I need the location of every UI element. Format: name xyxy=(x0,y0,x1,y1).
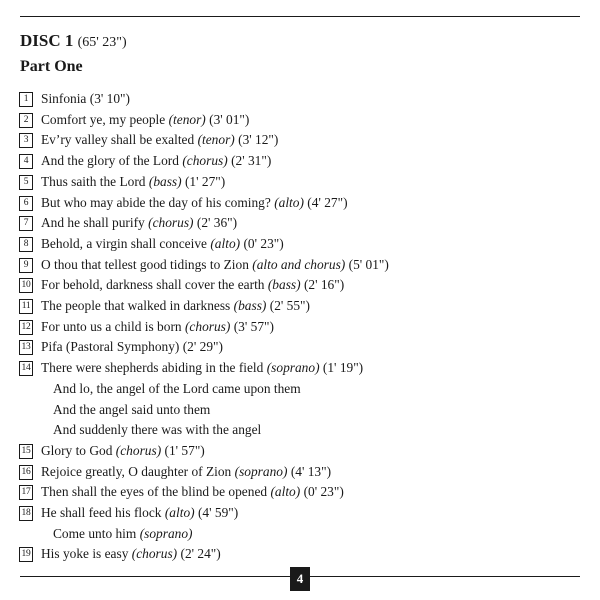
track-body xyxy=(41,275,344,296)
track-row xyxy=(19,482,594,503)
disc-duration: (65' 23") xyxy=(77,35,127,50)
track-body xyxy=(41,296,310,317)
track-row xyxy=(19,193,594,214)
track-voice: (alto and chorus) xyxy=(252,256,346,272)
track-title: The people that walked in darkness xyxy=(41,298,231,314)
subline-text: And lo, the angel of the Lord came upon them xyxy=(53,380,301,396)
track-body xyxy=(41,482,344,503)
track-title: There were shepherds abiding in the field xyxy=(41,360,264,376)
track-line xyxy=(41,482,344,503)
track-duration: (1' 57") xyxy=(164,442,205,458)
track-number: 3 xyxy=(19,133,33,148)
track-body xyxy=(41,89,130,110)
track-title: Pifa (Pastoral Symphony) xyxy=(41,339,180,355)
track-voice: (tenor) xyxy=(168,111,206,127)
track-voice: (bass) xyxy=(267,277,301,293)
track-row xyxy=(19,317,594,338)
track-duration: (0' 23") xyxy=(243,235,284,251)
track-title: He shall feed his flock xyxy=(41,505,162,521)
track-number: 1 xyxy=(19,92,33,107)
track-body xyxy=(41,441,205,462)
subline-text: Come unto him xyxy=(53,525,137,541)
track-body xyxy=(41,151,271,172)
track-row xyxy=(19,358,594,441)
track-duration: (0' 23") xyxy=(303,484,344,500)
track-number: 8 xyxy=(19,237,33,252)
track-line xyxy=(41,503,238,524)
track-line xyxy=(41,544,221,565)
track-title: And he shall purify xyxy=(41,215,145,231)
disc-heading xyxy=(20,31,127,53)
track-number: 18 xyxy=(19,506,33,521)
track-voice: (soprano) xyxy=(266,360,320,376)
track-body xyxy=(41,130,278,151)
track-line xyxy=(41,296,310,317)
track-title: Sinfonia xyxy=(41,91,87,106)
part-heading: Part One xyxy=(20,58,83,75)
track-voice: (alto) xyxy=(270,484,301,500)
track-list xyxy=(19,89,594,565)
track-title: Behold, a virgin shall conceive xyxy=(41,235,207,251)
track-duration: (4' 13") xyxy=(290,463,332,479)
track-body xyxy=(41,213,237,234)
track-voice: (chorus) xyxy=(184,318,231,334)
track-number: 13 xyxy=(19,340,33,355)
track-duration: (2' 24") xyxy=(180,546,221,562)
track-row xyxy=(19,255,594,276)
track-title: And the glory of the Lord xyxy=(41,153,179,169)
track-duration: (3' 12") xyxy=(238,132,279,148)
track-title: His yoke is easy xyxy=(41,546,129,562)
track-body xyxy=(41,193,348,214)
track-subline xyxy=(41,400,363,421)
track-title: Thus saith the Lord xyxy=(41,173,146,189)
track-line xyxy=(41,172,225,193)
track-voice: (chorus) xyxy=(148,215,194,231)
track-line xyxy=(41,462,331,483)
track-number: 2 xyxy=(19,113,33,128)
track-row xyxy=(19,110,594,131)
track-body xyxy=(41,172,225,193)
track-body xyxy=(41,110,249,131)
track-body xyxy=(41,503,238,544)
bottom-rule-left xyxy=(20,576,290,577)
track-line xyxy=(41,317,274,338)
track-number: 10 xyxy=(19,278,33,293)
track-number: 5 xyxy=(19,175,33,190)
track-number: 17 xyxy=(19,485,33,500)
track-line xyxy=(41,275,344,296)
track-body xyxy=(41,317,274,338)
track-row xyxy=(19,130,594,151)
disc-label: DISC 1 xyxy=(20,31,74,50)
track-line xyxy=(41,337,223,358)
track-voice: (tenor) xyxy=(197,132,235,148)
track-voice: (alto) xyxy=(210,235,241,251)
track-subline xyxy=(41,379,363,400)
track-duration: (4' 59") xyxy=(197,505,239,521)
track-number: 7 xyxy=(19,216,33,231)
track-voice: (chorus) xyxy=(182,153,228,169)
track-duration: (4' 27") xyxy=(307,194,348,210)
track-subline xyxy=(41,524,238,545)
top-rule xyxy=(20,16,580,17)
track-row xyxy=(19,172,594,193)
track-voice: (alto) xyxy=(164,505,195,521)
track-body xyxy=(41,462,331,483)
track-duration: (2' 29") xyxy=(182,339,223,355)
track-title: Comfort ye, my people xyxy=(41,111,166,127)
track-row xyxy=(19,544,594,565)
page-number: 4 xyxy=(290,567,310,591)
track-row xyxy=(19,337,594,358)
track-voice: (bass) xyxy=(148,173,182,189)
track-title: Glory to God xyxy=(41,442,113,458)
track-duration: (3' 57") xyxy=(233,318,274,334)
track-duration: (2' 31") xyxy=(231,153,272,169)
track-body xyxy=(41,234,284,255)
track-body xyxy=(41,255,389,276)
track-voice: (alto) xyxy=(274,194,304,210)
track-row xyxy=(19,503,594,544)
track-number: 16 xyxy=(19,465,33,480)
track-title: For behold, darkness shall cover the earth xyxy=(41,277,265,293)
track-line xyxy=(41,193,348,214)
track-duration: (1' 19") xyxy=(322,360,364,376)
track-body xyxy=(41,358,363,441)
track-voice: (chorus) xyxy=(115,442,162,458)
track-line xyxy=(41,130,278,151)
track-number: 11 xyxy=(19,299,33,314)
track-line xyxy=(41,110,249,131)
track-number: 19 xyxy=(19,547,33,562)
track-title: For unto us a child is born xyxy=(41,318,182,334)
track-duration: (2' 55") xyxy=(269,298,310,314)
track-number: 9 xyxy=(19,258,33,273)
track-line xyxy=(41,358,363,379)
track-title: O thou that tellest good tidings to Zion xyxy=(41,256,249,272)
track-title: Then shall the eyes of the blind be opened xyxy=(41,484,268,500)
track-voice: (bass) xyxy=(233,298,267,314)
track-row xyxy=(19,213,594,234)
track-title: But who may abide the day of his coming? xyxy=(41,194,271,210)
track-body xyxy=(41,337,223,358)
track-duration: (3' 01") xyxy=(209,111,250,127)
track-subline xyxy=(41,420,363,441)
track-voice: (chorus) xyxy=(131,546,178,562)
track-title: Ev’ry valley shall be exalted xyxy=(41,132,195,148)
track-title: Rejoice greatly, O daughter of Zion xyxy=(41,463,232,479)
track-duration: (1' 27") xyxy=(184,173,226,189)
track-duration: (2' 16") xyxy=(303,277,345,293)
subline-text: And suddenly there was with the angel xyxy=(53,422,262,438)
track-row xyxy=(19,234,594,255)
track-line xyxy=(41,255,389,276)
track-number: 14 xyxy=(19,361,33,376)
track-duration: (3' 10") xyxy=(89,91,130,106)
track-line xyxy=(41,441,205,462)
track-number: 4 xyxy=(19,154,33,169)
track-row xyxy=(19,441,594,462)
track-line xyxy=(41,89,130,110)
track-voice: (soprano) xyxy=(234,463,288,479)
track-number: 12 xyxy=(19,320,33,335)
track-number: 15 xyxy=(19,444,33,459)
track-row xyxy=(19,151,594,172)
track-line xyxy=(41,213,237,234)
track-row xyxy=(19,296,594,317)
bottom-rule-right xyxy=(310,576,580,577)
track-duration: (2' 36") xyxy=(196,215,238,231)
track-row xyxy=(19,89,594,110)
track-body xyxy=(41,544,221,565)
track-row xyxy=(19,462,594,483)
subline-voice: (soprano) xyxy=(139,525,193,541)
subline-text: And the angel said unto them xyxy=(53,401,211,417)
track-row xyxy=(19,275,594,296)
track-number: 6 xyxy=(19,196,33,211)
track-duration: (5' 01") xyxy=(348,256,389,272)
track-line xyxy=(41,151,271,172)
track-line xyxy=(41,234,284,255)
